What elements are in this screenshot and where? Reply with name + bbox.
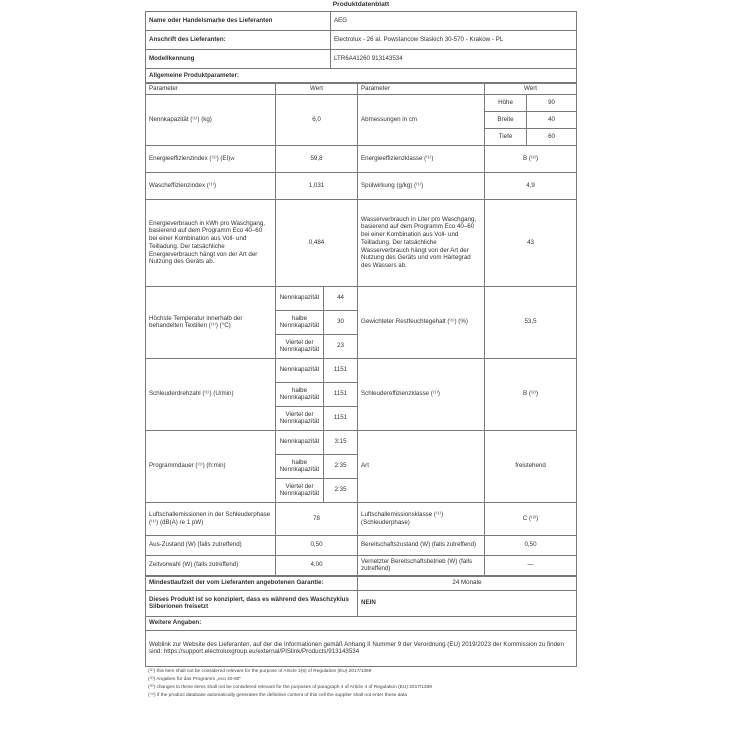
params-table [145, 83, 577, 576]
dauer-halbe-label: halbe Nennkapazität [276, 454, 324, 478]
wei-value: 1,031 [276, 172, 358, 199]
extra-info-table [145, 576, 577, 667]
hoehe-value: 90 [527, 94, 577, 111]
silver-ions-value: NEIN [358, 590, 577, 616]
supplier-name-label: Name oder Handelsmarke des Lieferanten [146, 12, 331, 31]
standby-value: 0,50 [485, 535, 577, 555]
general-params-header: Allgemeine Produktparameter: [146, 69, 577, 83]
spin-class-value: B (⁽²⁾) [485, 358, 577, 430]
supplier-address-label: Anschrift des Lieferanten: [146, 31, 331, 50]
dauer-nenn-label: Nennkapazität [276, 430, 324, 454]
temp-viertel-label: Viertel der Nennkapazität [276, 334, 324, 358]
water-consumption-value: 43 [485, 199, 577, 286]
noise-emission-value: 78 [276, 502, 358, 535]
temp-viertel-value: 23 [324, 334, 358, 358]
col-header-parameter: Parameter [146, 84, 276, 95]
delay-start-label: Zeitvorwahl (W) (falls zutreffend) [146, 555, 276, 575]
eei-subscript: W [230, 155, 235, 161]
product-data-sheet [145, 0, 577, 736]
supplier-table [145, 11, 577, 83]
eek-label: Energieeffizienzklasse (⁽¹⁾) [358, 145, 485, 172]
spin-nenn-label: Nennkapazität [276, 358, 324, 382]
energy-consumption-value: 0,484 [276, 199, 358, 286]
supplier-name-value: AEG [331, 12, 577, 31]
footnotes [145, 667, 577, 701]
dauer-viertel-label: Viertel der Nennkapazität [276, 478, 324, 502]
temp-halbe-value: 30 [324, 310, 358, 334]
footnote-3: (⁽³⁾) changes to these items shall not be considered relevant for the purposes of paragraph 4 of Article 4 of Regulation (EU) 2017/1369 [148, 684, 432, 690]
spin-viertel-value: 1151 [324, 406, 358, 430]
eek-value: B (⁽²⁾) [485, 145, 577, 172]
spin-speed-label: Schleuderdrehzahl (⁽¹⁾) (U/min) [146, 358, 276, 430]
spin-halbe-label: halbe Nennkapazität [276, 382, 324, 406]
noise-class-label: Luftschallemissionsklasse (⁽¹⁾) (Schleuderphase) [358, 502, 485, 535]
spuelwirkung-label: Spülwirkung (g/kg) (⁽¹⁾) [358, 172, 485, 199]
tiefe-value: 60 [527, 128, 577, 145]
temp-nenn-value: 44 [324, 286, 358, 310]
off-mode-label: Aus-Zustand (W) (falls zutreffend) [146, 535, 276, 555]
spin-halbe-value: 1151 [324, 382, 358, 406]
dauer-nenn-value: 3:15 [324, 430, 358, 454]
footnote-4: (⁽⁴⁾) if the product database automatically generates the definitive content of this cell the supplier shall not enter these data [148, 692, 408, 698]
temp-halbe-label: halbe Nennkapazität [276, 310, 324, 334]
col-header-parameter-2: Parameter [358, 84, 485, 95]
model-value: LTR6A41260 913143534 [331, 50, 577, 69]
spuelwirkung-value: 4,9 [485, 172, 577, 199]
warranty-label: Mindestlaufzeit der vom Lieferanten angebotenen Garantie: [146, 576, 358, 590]
spin-class-label: Schleudereffizienzklasse (⁽¹⁾) [358, 358, 485, 430]
breite-label: Breite [485, 111, 527, 128]
silver-ions-label: Dieses Produkt ist so konzipiert, dass es während des Waschzyklus Silberionen freisetzt [146, 590, 358, 616]
supplier-address-value: Electrolux - 26 al. Powstancow Slaskich 30-570 - Krakow - PL [331, 31, 577, 50]
tiefe-label: Tiefe [485, 128, 527, 145]
footnote-1: (⁽¹⁾) this item shall not be considered relevant for the purpose of Article 2(6) of Regulation (EU) 2017/1369 [148, 668, 372, 674]
nennkapazitaet-value: 6,0 [276, 94, 358, 145]
hoehe-label: Höhe [485, 94, 527, 111]
dauer-halbe-value: 2:35 [324, 454, 358, 478]
wei-label: Wascheffizienzindex (⁽¹⁾) [146, 172, 276, 199]
energy-consumption-label: Energieverbrauch in kWh pro Waschgang, basierend auf dem Programm Eco 40–60 bei einer Kombination aus Voll- und Teilladung. Der tatsächliche Energieverbrauch hängt von der Art der Nutzung des Geräts ab. [146, 199, 276, 286]
eei-label: Energieeffizienzindex (⁽¹⁾) (EI)W [146, 145, 276, 172]
footnote-2: (⁽²⁾) Angaben für das Programm „eco 40-60“ [148, 676, 242, 682]
water-consumption-label: Wasserverbrauch in Liter pro Waschgang, basierend auf dem Programm Eco 40–60 bei einer Kombination aus Voll- und Teilladung. Der tatsächliche Wasserverbrauch hängt von der Art der Nutzung des Geräts und vom Härtegrad des Wassers ab. [358, 199, 485, 286]
col-header-wert-2: Wert [485, 84, 577, 95]
nennkapazitaet-label: Nennkapazität (⁽¹⁾) (kg) [146, 94, 276, 145]
networked-standby-value: — [485, 555, 577, 575]
networked-standby-label: Vernetzter Bereitschaftsbetrieb (W) (falls zutreffend) [358, 555, 485, 575]
standby-label: Bereitschaftszustand (W) (falls zutreffend) [358, 535, 485, 555]
further-info-label: Weitere Angaben: [146, 616, 577, 630]
abmessungen-label: Abmessungen in cm [358, 94, 485, 145]
off-mode-value: 0,50 [276, 535, 358, 555]
dauer-viertel-value: 2:35 [324, 478, 358, 502]
breite-value: 40 [527, 111, 577, 128]
sheet-title: Produktdatenblatt [332, 1, 390, 8]
noise-class-value: C (⁽²⁾) [485, 502, 577, 535]
program-duration-label: Programmdauer (⁽¹⁾) (h:min) [146, 430, 276, 502]
eei-value: 59,8 [276, 145, 358, 172]
spin-nenn-value: 1151 [324, 358, 358, 382]
art-label: Art [358, 430, 485, 502]
max-temperature-label: Höchste Temperatur innerhalb der behandelten Textilien (⁽¹⁾) (°C) [146, 286, 276, 358]
delay-start-value: 4,00 [276, 555, 358, 575]
temp-nenn-label: Nennkapazität [276, 286, 324, 310]
model-label: Modellkennung [146, 50, 331, 69]
spin-viertel-label: Viertel der Nennkapazität [276, 406, 324, 430]
restfeuchte-value: 53,5 [485, 286, 577, 358]
restfeuchte-label: Gewichteter Restfeuchtegehalt (⁽¹⁾) (%) [358, 286, 485, 358]
noise-emission-label: Luftschallemissionen in der Schleuderphase (⁽¹⁾) (dB(A) re 1 pW) [146, 502, 276, 535]
col-header-wert: Wert [276, 84, 358, 95]
art-value: freistehend [485, 430, 577, 502]
warranty-value: 24 Monate [358, 576, 577, 590]
weblink-text: Weblink zur Website des Lieferanten, auf der die Informationen gemäß Anhang II Nummer 9 der Verordnung (EU) 2019/2023 der Kommission zu finden sind: https://support.electroluxgroup.eu/external/PISlink/Products/913143534 [146, 630, 577, 666]
